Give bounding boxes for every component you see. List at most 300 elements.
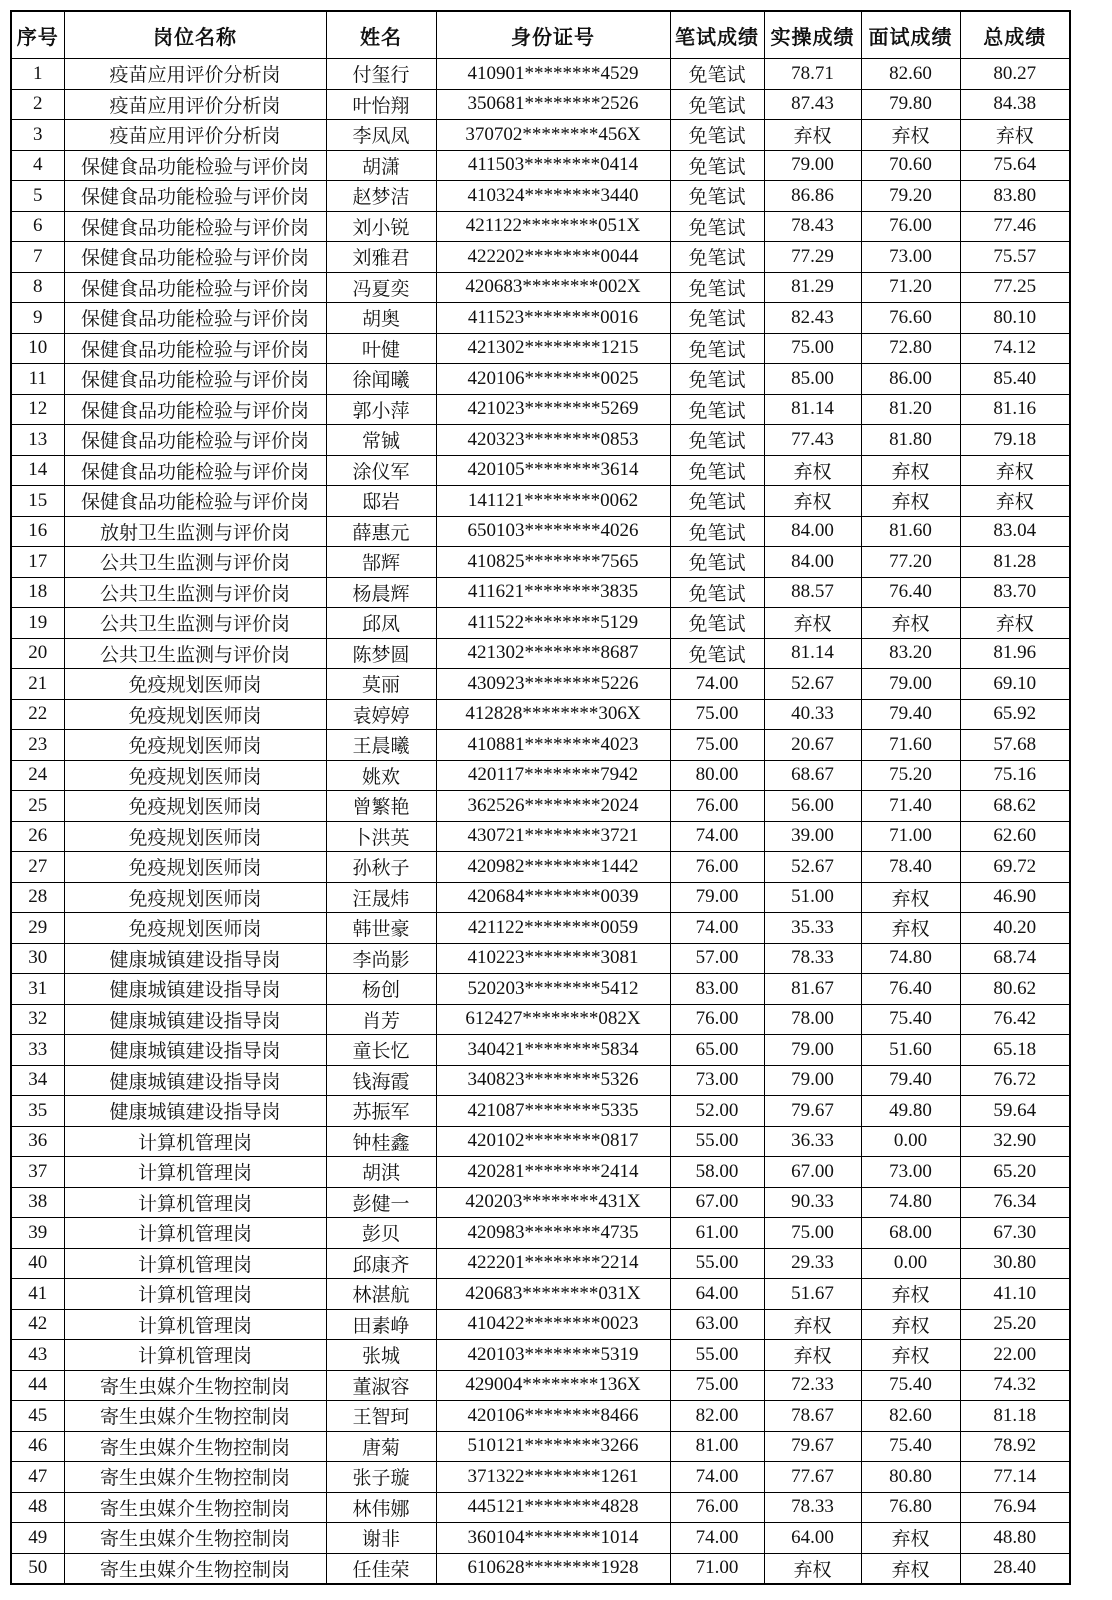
cell-written: 免笔试 — [670, 547, 764, 578]
table-row — [11, 150, 1070, 181]
cell-written: 免笔试 — [670, 89, 764, 120]
cell-interview: 72.80 — [861, 333, 960, 364]
cell-id_number: 421023********5269 — [436, 394, 670, 425]
cell-index: 17 — [11, 547, 64, 578]
cell-id_number: 421302********1215 — [436, 333, 670, 364]
cell-index: 6 — [11, 211, 64, 242]
table-row — [11, 486, 1070, 517]
cell-position: 放射卫生监测与评价岗 — [64, 516, 326, 547]
cell-position: 计算机管理岗 — [64, 1187, 326, 1218]
cell-total: 80.10 — [960, 303, 1070, 334]
table-row — [11, 1309, 1070, 1340]
cell-name: 任佳荣 — [326, 1553, 436, 1584]
table-row — [11, 882, 1070, 913]
cell-position: 疫苗应用评价分析岗 — [64, 59, 326, 90]
cell-id_number: 420683********031X — [436, 1279, 670, 1310]
cell-index: 29 — [11, 913, 64, 944]
cell-interview: 76.60 — [861, 303, 960, 334]
cell-id_number: 420983********4735 — [436, 1218, 670, 1249]
cell-interview: 79.20 — [861, 181, 960, 212]
cell-practical: 90.33 — [764, 1187, 861, 1218]
cell-total: 81.16 — [960, 394, 1070, 425]
cell-written: 76.00 — [670, 791, 764, 822]
cell-written: 75.00 — [670, 1370, 764, 1401]
cell-written: 76.00 — [670, 1492, 764, 1523]
cell-written: 58.00 — [670, 1157, 764, 1188]
cell-total: 81.28 — [960, 547, 1070, 578]
cell-name: 谢非 — [326, 1523, 436, 1554]
cell-name: 莫丽 — [326, 669, 436, 700]
cell-id_number: 420323********0853 — [436, 425, 670, 456]
cell-id_number: 420684********0039 — [436, 882, 670, 913]
cell-written: 免笔试 — [670, 486, 764, 517]
cell-written: 52.00 — [670, 1096, 764, 1127]
cell-name: 苏振军 — [326, 1096, 436, 1127]
results-table-body — [11, 59, 1070, 1585]
cell-index: 44 — [11, 1370, 64, 1401]
cell-interview: 79.00 — [861, 669, 960, 700]
cell-id_number: 520203********5412 — [436, 974, 670, 1005]
cell-practical: 39.00 — [764, 821, 861, 852]
cell-interview: 49.80 — [861, 1096, 960, 1127]
cell-interview: 弃权 — [861, 1553, 960, 1584]
cell-position: 寄生虫媒介生物控制岗 — [64, 1431, 326, 1462]
score-sheet — [10, 10, 1071, 1585]
cell-position: 计算机管理岗 — [64, 1218, 326, 1249]
header-total: 总成绩 — [960, 11, 1070, 59]
table-row — [11, 211, 1070, 242]
cell-practical: 75.00 — [764, 333, 861, 364]
cell-interview: 73.00 — [861, 1157, 960, 1188]
cell-interview: 76.40 — [861, 577, 960, 608]
header-name: 姓名 — [326, 11, 436, 59]
cell-name: 肖芳 — [326, 1004, 436, 1035]
cell-practical: 81.14 — [764, 638, 861, 669]
cell-interview: 弃权 — [861, 1309, 960, 1340]
cell-total: 74.32 — [960, 1370, 1070, 1401]
cell-position: 保健食品功能检验与评价岗 — [64, 425, 326, 456]
cell-practical: 79.00 — [764, 1035, 861, 1066]
cell-index: 22 — [11, 699, 64, 730]
cell-position: 健康城镇建设指导岗 — [64, 974, 326, 1005]
cell-written: 82.00 — [670, 1401, 764, 1432]
cell-id_number: 420203********431X — [436, 1187, 670, 1218]
cell-written: 63.00 — [670, 1309, 764, 1340]
cell-position: 免疫规划医师岗 — [64, 760, 326, 791]
table-row — [11, 547, 1070, 578]
cell-position: 保健食品功能检验与评价岗 — [64, 486, 326, 517]
cell-total: 84.38 — [960, 89, 1070, 120]
cell-written: 73.00 — [670, 1065, 764, 1096]
cell-total: 57.68 — [960, 730, 1070, 761]
cell-position: 健康城镇建设指导岗 — [64, 1004, 326, 1035]
cell-total: 48.80 — [960, 1523, 1070, 1554]
table-row — [11, 272, 1070, 303]
cell-written: 79.00 — [670, 882, 764, 913]
cell-interview: 75.40 — [861, 1431, 960, 1462]
cell-name: 张城 — [326, 1340, 436, 1371]
cell-practical: 84.00 — [764, 547, 861, 578]
cell-index: 2 — [11, 89, 64, 120]
cell-total: 80.62 — [960, 974, 1070, 1005]
cell-id_number: 429004********136X — [436, 1370, 670, 1401]
cell-written: 75.00 — [670, 730, 764, 761]
cell-id_number: 420281********2414 — [436, 1157, 670, 1188]
cell-interview: 弃权 — [861, 608, 960, 639]
cell-id_number: 141121********0062 — [436, 486, 670, 517]
cell-id_number: 422201********2214 — [436, 1248, 670, 1279]
cell-interview: 0.00 — [861, 1126, 960, 1157]
cell-index: 21 — [11, 669, 64, 700]
cell-position: 计算机管理岗 — [64, 1340, 326, 1371]
cell-name: 冯夏奕 — [326, 272, 436, 303]
cell-name: 杨创 — [326, 974, 436, 1005]
cell-interview: 71.40 — [861, 791, 960, 822]
cell-index: 49 — [11, 1523, 64, 1554]
cell-position: 寄生虫媒介生物控制岗 — [64, 1492, 326, 1523]
cell-practical: 51.00 — [764, 882, 861, 913]
cell-total: 75.57 — [960, 242, 1070, 273]
cell-name: 李尚影 — [326, 943, 436, 974]
cell-id_number: 411503********0414 — [436, 150, 670, 181]
cell-total: 25.20 — [960, 1309, 1070, 1340]
cell-total: 22.00 — [960, 1340, 1070, 1371]
cell-interview: 82.60 — [861, 59, 960, 90]
cell-name: 邱康齐 — [326, 1248, 436, 1279]
table-row — [11, 1157, 1070, 1188]
cell-name: 郭小萍 — [326, 394, 436, 425]
cell-written: 76.00 — [670, 852, 764, 883]
cell-interview: 弃权 — [861, 1340, 960, 1371]
cell-total: 弃权 — [960, 120, 1070, 151]
cell-name: 韩世豪 — [326, 913, 436, 944]
cell-position: 保健食品功能检验与评价岗 — [64, 272, 326, 303]
cell-total: 81.18 — [960, 1401, 1070, 1432]
cell-interview: 79.40 — [861, 699, 960, 730]
cell-written: 免笔试 — [670, 242, 764, 273]
cell-id_number: 421087********5335 — [436, 1096, 670, 1127]
cell-id_number: 420117********7942 — [436, 760, 670, 791]
cell-position: 免疫规划医师岗 — [64, 730, 326, 761]
cell-written: 免笔试 — [670, 394, 764, 425]
table-row — [11, 1462, 1070, 1493]
table-row — [11, 791, 1070, 822]
cell-id_number: 420106********8466 — [436, 1401, 670, 1432]
cell-position: 计算机管理岗 — [64, 1279, 326, 1310]
cell-total: 79.18 — [960, 425, 1070, 456]
cell-id_number: 421302********8687 — [436, 638, 670, 669]
cell-id_number: 650103********4026 — [436, 516, 670, 547]
cell-id_number: 410223********3081 — [436, 943, 670, 974]
cell-interview: 74.80 — [861, 1187, 960, 1218]
cell-id_number: 610628********1928 — [436, 1553, 670, 1584]
cell-position: 疫苗应用评价分析岗 — [64, 120, 326, 151]
cell-practical: 弃权 — [764, 608, 861, 639]
cell-id_number: 420102********0817 — [436, 1126, 670, 1157]
cell-written: 80.00 — [670, 760, 764, 791]
cell-written: 免笔试 — [670, 364, 764, 395]
cell-position: 保健食品功能检验与评价岗 — [64, 242, 326, 273]
cell-position: 公共卫生监测与评价岗 — [64, 577, 326, 608]
cell-total: 77.25 — [960, 272, 1070, 303]
cell-practical: 79.67 — [764, 1096, 861, 1127]
cell-name: 胡奥 — [326, 303, 436, 334]
cell-name: 童长忆 — [326, 1035, 436, 1066]
cell-id_number: 420106********0025 — [436, 364, 670, 395]
cell-practical: 弃权 — [764, 1340, 861, 1371]
cell-position: 保健食品功能检验与评价岗 — [64, 181, 326, 212]
cell-practical: 85.00 — [764, 364, 861, 395]
cell-index: 27 — [11, 852, 64, 883]
table-row — [11, 730, 1070, 761]
cell-total: 32.90 — [960, 1126, 1070, 1157]
cell-total: 41.10 — [960, 1279, 1070, 1310]
cell-interview: 76.00 — [861, 211, 960, 242]
cell-total: 78.92 — [960, 1431, 1070, 1462]
cell-position: 保健食品功能检验与评价岗 — [64, 211, 326, 242]
cell-position: 免疫规划医师岗 — [64, 699, 326, 730]
cell-written: 74.00 — [670, 913, 764, 944]
cell-total: 80.27 — [960, 59, 1070, 90]
cell-interview: 81.20 — [861, 394, 960, 425]
header-interview: 面试成绩 — [861, 11, 960, 59]
cell-id_number: 340823********5326 — [436, 1065, 670, 1096]
cell-position: 保健食品功能检验与评价岗 — [64, 394, 326, 425]
cell-id_number: 371322********1261 — [436, 1462, 670, 1493]
cell-written: 55.00 — [670, 1126, 764, 1157]
cell-position: 健康城镇建设指导岗 — [64, 1035, 326, 1066]
cell-interview: 弃权 — [861, 913, 960, 944]
cell-practical: 78.33 — [764, 1492, 861, 1523]
cell-id_number: 420683********002X — [436, 272, 670, 303]
cell-name: 唐菊 — [326, 1431, 436, 1462]
table-row — [11, 577, 1070, 608]
cell-name: 董淑容 — [326, 1370, 436, 1401]
cell-index: 32 — [11, 1004, 64, 1035]
cell-id_number: 411523********0016 — [436, 303, 670, 334]
cell-practical: 84.00 — [764, 516, 861, 547]
cell-index: 45 — [11, 1401, 64, 1432]
cell-position: 健康城镇建设指导岗 — [64, 943, 326, 974]
cell-position: 免疫规划医师岗 — [64, 669, 326, 700]
cell-position: 寄生虫媒介生物控制岗 — [64, 1462, 326, 1493]
cell-total: 85.40 — [960, 364, 1070, 395]
cell-position: 免疫规划医师岗 — [64, 791, 326, 822]
cell-written: 81.00 — [670, 1431, 764, 1462]
cell-index: 9 — [11, 303, 64, 334]
cell-interview: 71.20 — [861, 272, 960, 303]
cell-practical: 40.33 — [764, 699, 861, 730]
cell-total: 68.74 — [960, 943, 1070, 974]
cell-name: 林湛航 — [326, 1279, 436, 1310]
cell-name: 赵梦洁 — [326, 181, 436, 212]
cell-index: 34 — [11, 1065, 64, 1096]
table-row — [11, 1340, 1070, 1371]
header-row — [11, 11, 1070, 59]
cell-position: 公共卫生监测与评价岗 — [64, 608, 326, 639]
cell-position: 健康城镇建设指导岗 — [64, 1096, 326, 1127]
cell-practical: 78.67 — [764, 1401, 861, 1432]
cell-practical: 77.67 — [764, 1462, 861, 1493]
cell-written: 76.00 — [670, 1004, 764, 1035]
cell-name: 田素峥 — [326, 1309, 436, 1340]
table-row — [11, 1279, 1070, 1310]
cell-name: 胡淇 — [326, 1157, 436, 1188]
cell-interview: 76.80 — [861, 1492, 960, 1523]
cell-total: 30.80 — [960, 1248, 1070, 1279]
cell-total: 76.34 — [960, 1187, 1070, 1218]
cell-id_number: 612427********082X — [436, 1004, 670, 1035]
table-row — [11, 242, 1070, 273]
cell-total: 76.72 — [960, 1065, 1070, 1096]
cell-index: 8 — [11, 272, 64, 303]
cell-name: 袁婷婷 — [326, 699, 436, 730]
cell-index: 11 — [11, 364, 64, 395]
table-row — [11, 1096, 1070, 1127]
cell-practical: 35.33 — [764, 913, 861, 944]
cell-index: 30 — [11, 943, 64, 974]
cell-position: 疫苗应用评价分析岗 — [64, 89, 326, 120]
cell-id_number: 410825********7565 — [436, 547, 670, 578]
cell-written: 免笔试 — [670, 425, 764, 456]
cell-index: 28 — [11, 882, 64, 913]
cell-practical: 72.33 — [764, 1370, 861, 1401]
cell-total: 77.14 — [960, 1462, 1070, 1493]
cell-interview: 86.00 — [861, 364, 960, 395]
cell-index: 12 — [11, 394, 64, 425]
cell-name: 付玺行 — [326, 59, 436, 90]
cell-name: 陈梦圆 — [326, 638, 436, 669]
cell-name: 彭贝 — [326, 1218, 436, 1249]
cell-position: 保健食品功能检验与评价岗 — [64, 303, 326, 334]
table-row — [11, 699, 1070, 730]
cell-name: 胡潇 — [326, 150, 436, 181]
cell-position: 保健食品功能检验与评价岗 — [64, 364, 326, 395]
cell-written: 74.00 — [670, 821, 764, 852]
cell-practical: 79.00 — [764, 150, 861, 181]
cell-index: 40 — [11, 1248, 64, 1279]
cell-name: 姚欢 — [326, 760, 436, 791]
cell-written: 65.00 — [670, 1035, 764, 1066]
cell-interview: 68.00 — [861, 1218, 960, 1249]
header-id-number: 身份证号 — [436, 11, 670, 59]
cell-total: 83.04 — [960, 516, 1070, 547]
cell-total: 弃权 — [960, 608, 1070, 639]
cell-name: 张子璇 — [326, 1462, 436, 1493]
cell-total: 69.10 — [960, 669, 1070, 700]
cell-written: 免笔试 — [670, 272, 764, 303]
cell-name: 王智珂 — [326, 1401, 436, 1432]
cell-practical: 67.00 — [764, 1157, 861, 1188]
cell-index: 10 — [11, 333, 64, 364]
cell-written: 74.00 — [670, 1523, 764, 1554]
table-row — [11, 1401, 1070, 1432]
cell-id_number: 430721********3721 — [436, 821, 670, 852]
cell-practical: 86.86 — [764, 181, 861, 212]
cell-index: 1 — [11, 59, 64, 90]
cell-practical: 弃权 — [764, 1553, 861, 1584]
cell-written: 免笔试 — [670, 181, 764, 212]
cell-name: 邸岩 — [326, 486, 436, 517]
cell-position: 寄生虫媒介生物控制岗 — [64, 1370, 326, 1401]
cell-written: 免笔试 — [670, 333, 764, 364]
cell-written: 免笔试 — [670, 608, 764, 639]
results-table — [10, 10, 1071, 1585]
cell-id_number: 410881********4023 — [436, 730, 670, 761]
cell-practical: 52.67 — [764, 852, 861, 883]
cell-interview: 82.60 — [861, 1401, 960, 1432]
cell-position: 保健食品功能检验与评价岗 — [64, 455, 326, 486]
table-row — [11, 1492, 1070, 1523]
cell-id_number: 360104********1014 — [436, 1523, 670, 1554]
cell-interview: 81.80 — [861, 425, 960, 456]
cell-practical: 52.67 — [764, 669, 861, 700]
cell-total: 65.20 — [960, 1157, 1070, 1188]
table-row — [11, 333, 1070, 364]
cell-index: 3 — [11, 120, 64, 151]
table-row — [11, 760, 1070, 791]
cell-index: 43 — [11, 1340, 64, 1371]
cell-written: 83.00 — [670, 974, 764, 1005]
cell-position: 计算机管理岗 — [64, 1157, 326, 1188]
cell-position: 免疫规划医师岗 — [64, 821, 326, 852]
cell-id_number: 420105********3614 — [436, 455, 670, 486]
cell-name: 徐闻曦 — [326, 364, 436, 395]
table-row — [11, 821, 1070, 852]
cell-id_number: 422202********0044 — [436, 242, 670, 273]
cell-name: 王晨曦 — [326, 730, 436, 761]
cell-written: 免笔试 — [670, 303, 764, 334]
cell-position: 公共卫生监测与评价岗 — [64, 547, 326, 578]
cell-practical: 79.67 — [764, 1431, 861, 1462]
cell-name: 叶怡翔 — [326, 89, 436, 120]
cell-id_number: 410901********4529 — [436, 59, 670, 90]
cell-interview: 75.20 — [861, 760, 960, 791]
cell-total: 28.40 — [960, 1553, 1070, 1584]
cell-index: 23 — [11, 730, 64, 761]
cell-id_number: 421122********0059 — [436, 913, 670, 944]
cell-interview: 弃权 — [861, 486, 960, 517]
cell-id_number: 421122********051X — [436, 211, 670, 242]
cell-id_number: 411621********3835 — [436, 577, 670, 608]
cell-practical: 87.43 — [764, 89, 861, 120]
cell-index: 16 — [11, 516, 64, 547]
cell-name: 涂仪军 — [326, 455, 436, 486]
header-position: 岗位名称 — [64, 11, 326, 59]
cell-practical: 弃权 — [764, 120, 861, 151]
table-row — [11, 974, 1070, 1005]
cell-practical: 78.71 — [764, 59, 861, 90]
cell-practical: 79.00 — [764, 1065, 861, 1096]
cell-interview: 弃权 — [861, 455, 960, 486]
cell-interview: 80.80 — [861, 1462, 960, 1493]
cell-total: 40.20 — [960, 913, 1070, 944]
cell-name: 曾繁艳 — [326, 791, 436, 822]
table-row — [11, 1431, 1070, 1462]
table-row — [11, 364, 1070, 395]
cell-name: 刘雅君 — [326, 242, 436, 273]
cell-total: 67.30 — [960, 1218, 1070, 1249]
cell-written: 免笔试 — [670, 577, 764, 608]
cell-name: 常铖 — [326, 425, 436, 456]
cell-position: 计算机管理岗 — [64, 1248, 326, 1279]
cell-interview: 75.40 — [861, 1004, 960, 1035]
cell-index: 19 — [11, 608, 64, 639]
cell-name: 刘小锐 — [326, 211, 436, 242]
cell-name: 杨晨辉 — [326, 577, 436, 608]
cell-name: 卜洪英 — [326, 821, 436, 852]
cell-practical: 78.33 — [764, 943, 861, 974]
